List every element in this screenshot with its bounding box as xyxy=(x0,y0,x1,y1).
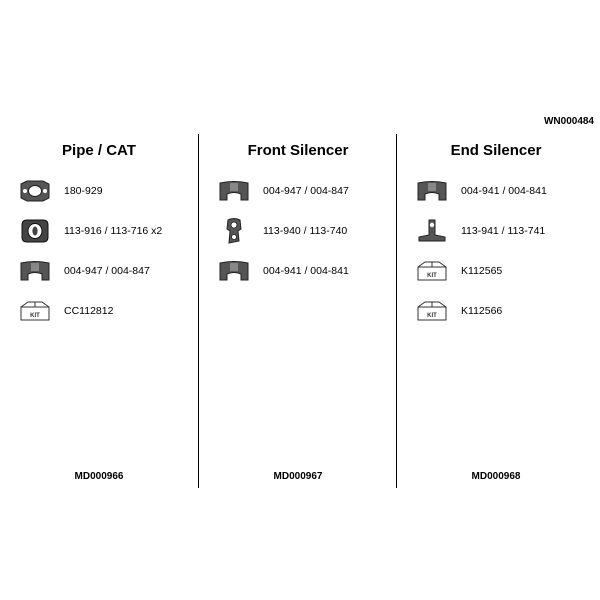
part-code: 004-941 / 004-841 xyxy=(461,185,547,197)
part-item xyxy=(217,258,349,284)
kit-label: KIT xyxy=(427,313,437,319)
column-footer-code: MD000968 xyxy=(471,471,521,482)
column-end-silencer xyxy=(396,134,595,488)
kit-box-icon xyxy=(18,298,52,324)
part-item xyxy=(415,178,547,204)
rubber-ring-mount-icon xyxy=(18,218,52,244)
part-item xyxy=(18,218,162,244)
clamp-icon xyxy=(415,178,449,204)
column-footer-code: MD000966 xyxy=(74,471,124,482)
column-pipe-cat xyxy=(0,134,198,488)
column-title: Front Silencer xyxy=(247,142,349,159)
part-item xyxy=(18,258,150,284)
flange-gasket-icon xyxy=(18,178,52,204)
rubber-hanger-icon xyxy=(217,218,251,244)
part-item xyxy=(18,298,113,324)
column-title: Pipe / CAT xyxy=(62,142,136,159)
column-footer-code: MD000967 xyxy=(273,471,323,482)
part-item xyxy=(415,298,502,324)
kit-label: KIT xyxy=(30,313,40,319)
part-code: 113-916 / 113-716 x2 xyxy=(64,225,163,237)
clamp-icon xyxy=(217,178,251,204)
column-front-silencer xyxy=(198,134,397,488)
part-code: 113-940 / 113-740 xyxy=(263,225,348,237)
part-item xyxy=(18,178,103,204)
kit-box-icon xyxy=(415,258,449,284)
part-item xyxy=(415,258,502,284)
kit-label: KIT xyxy=(427,273,437,279)
kit-box-icon xyxy=(415,298,449,324)
part-code: 004-941 / 004-841 xyxy=(263,265,349,277)
column-title: End Silencer xyxy=(450,142,542,159)
part-code: K112565 xyxy=(461,265,503,277)
part-item xyxy=(415,218,545,244)
part-code: 004-947 / 004-847 xyxy=(64,265,150,277)
mounting-bracket-icon xyxy=(415,218,449,244)
clamp-icon xyxy=(18,258,52,284)
clamp-icon xyxy=(217,258,251,284)
reference-number: WN000484 xyxy=(543,116,594,127)
part-code: 180-929 xyxy=(64,185,103,197)
part-item xyxy=(217,178,349,204)
part-item xyxy=(217,218,347,244)
part-code: 004-947 / 004-847 xyxy=(263,185,349,197)
part-code: CC112812 xyxy=(64,305,114,317)
part-code: K112566 xyxy=(461,305,503,317)
part-code: 113-941 / 113-741 xyxy=(461,225,546,237)
